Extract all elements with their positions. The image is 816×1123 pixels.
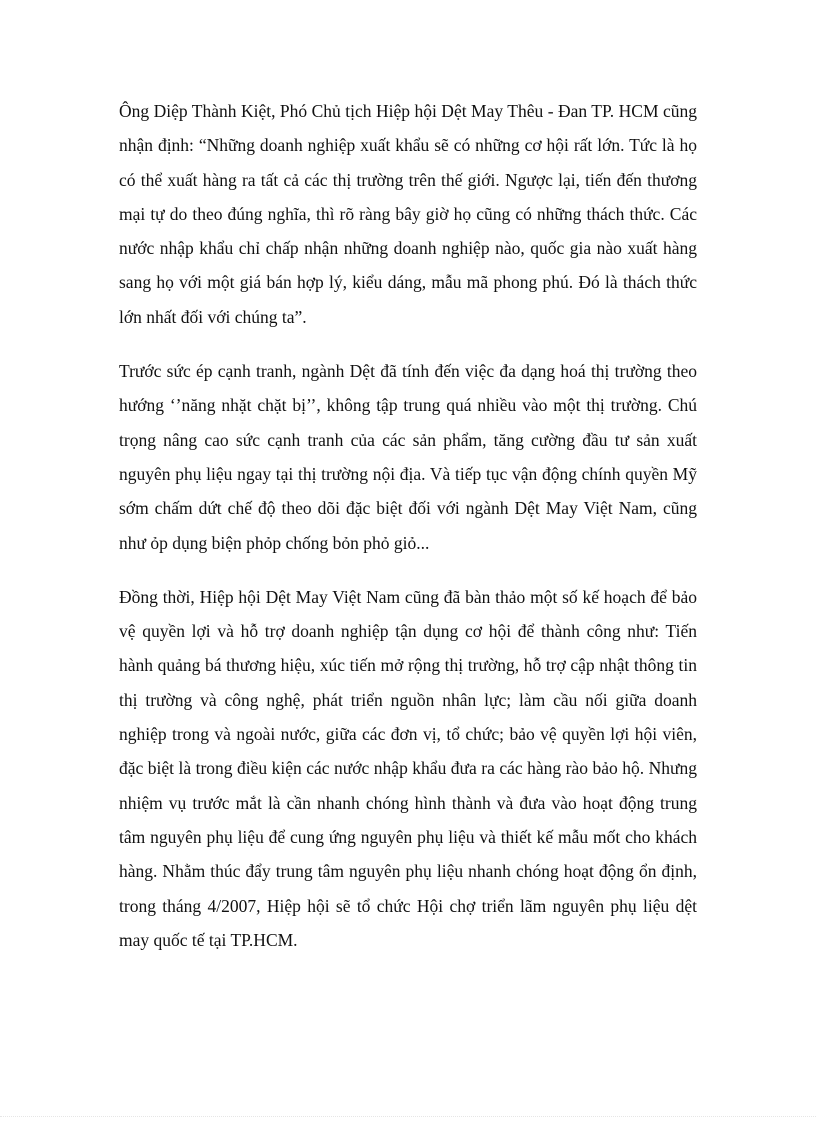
document-body — [119, 94, 697, 977]
paragraph-3: Đồng thời, Hiệp hội Dệt May Việt Nam cũng đã bàn thảo một số kế hoạch để bảo vệ quyền lợi và hỗ trợ doanh nghiệp tận dụng cơ hội để thành công như: Tiến hành quảng bá thương hiệu, xúc tiến mở rộng thị trường, hỗ trợ cập nhật thông tin thị trường và công nghệ, phát triển nguồn nhân lực; làm cầu nối giữa doanh nghiệp trong và ngoài nước, giữa các đơn vị, tổ chức; bảo vệ quyền lợi hội viên, đặc biệt là trong điều kiện các nước nhập khẩu đưa ra các hàng rào bảo hộ. Nhưng nhiệm vụ trước mắt là cần nhanh chóng hình thành và đưa vào hoạt động trung tâm nguyên phụ liệu để cung ứng nguyên phụ liệu và thiết kế mẫu mốt cho khách hàng. Nhằm thúc đẩy trung tâm nguyên phụ liệu nhanh chóng hoạt động ổn định, trong tháng 4/2007, Hiệp hội sẽ tổ chức Hội chợ triển lãm nguyên phụ liệu dệt may quốc tế tại TP.HCM. — [119, 586, 697, 950]
paragraph-1: Ông Diệp Thành Kiệt, Phó Chủ tịch Hiệp hội Dệt May Thêu - Đan TP. HCM cũng nhận định: “Những doanh nghiệp xuất khẩu sẽ có những cơ hội rất lớn. Tức là họ có thể xuất hàng ra tất cả các thị trường trên thế giới. Ngược lại, tiến đến thương mại tự do theo đúng nghĩa, thì rõ ràng bây giờ họ cũng có những thách thức. Các nước nhập khẩu chỉ chấp nhận những doanh nghiệp nào, quốc gia nào xuất hàng sang họ với một giá bán hợp lý, kiểu dáng, mẫu mã phong phú. Đó là thách thức lớn nhất đối với chúng ta”. — [119, 101, 697, 327]
page-bottom-divider — [0, 1116, 816, 1117]
paragraph-2: Trước sức ép cạnh tranh, ngành Dệt đã tính đến việc đa dạng hoá thị trường theo hướng ‘’năng nhặt chặt bị’’, không tập trung quá nhiều vào một thị trường. Chú trọng nâng cao sức cạnh tranh của các sản phẩm, tăng cường đầu tư sản xuất nguyên phụ liệu ngay tại thị trường nội địa. Và tiếp tục vận động chính quyền Mỹ sớm chấm dứt chế độ theo dõi đặc biệt đối với ngành Dệt May Việt Nam, cũng như ỏp dụng biện phỏp chống bỏn phỏ giỏ... — [119, 361, 697, 553]
